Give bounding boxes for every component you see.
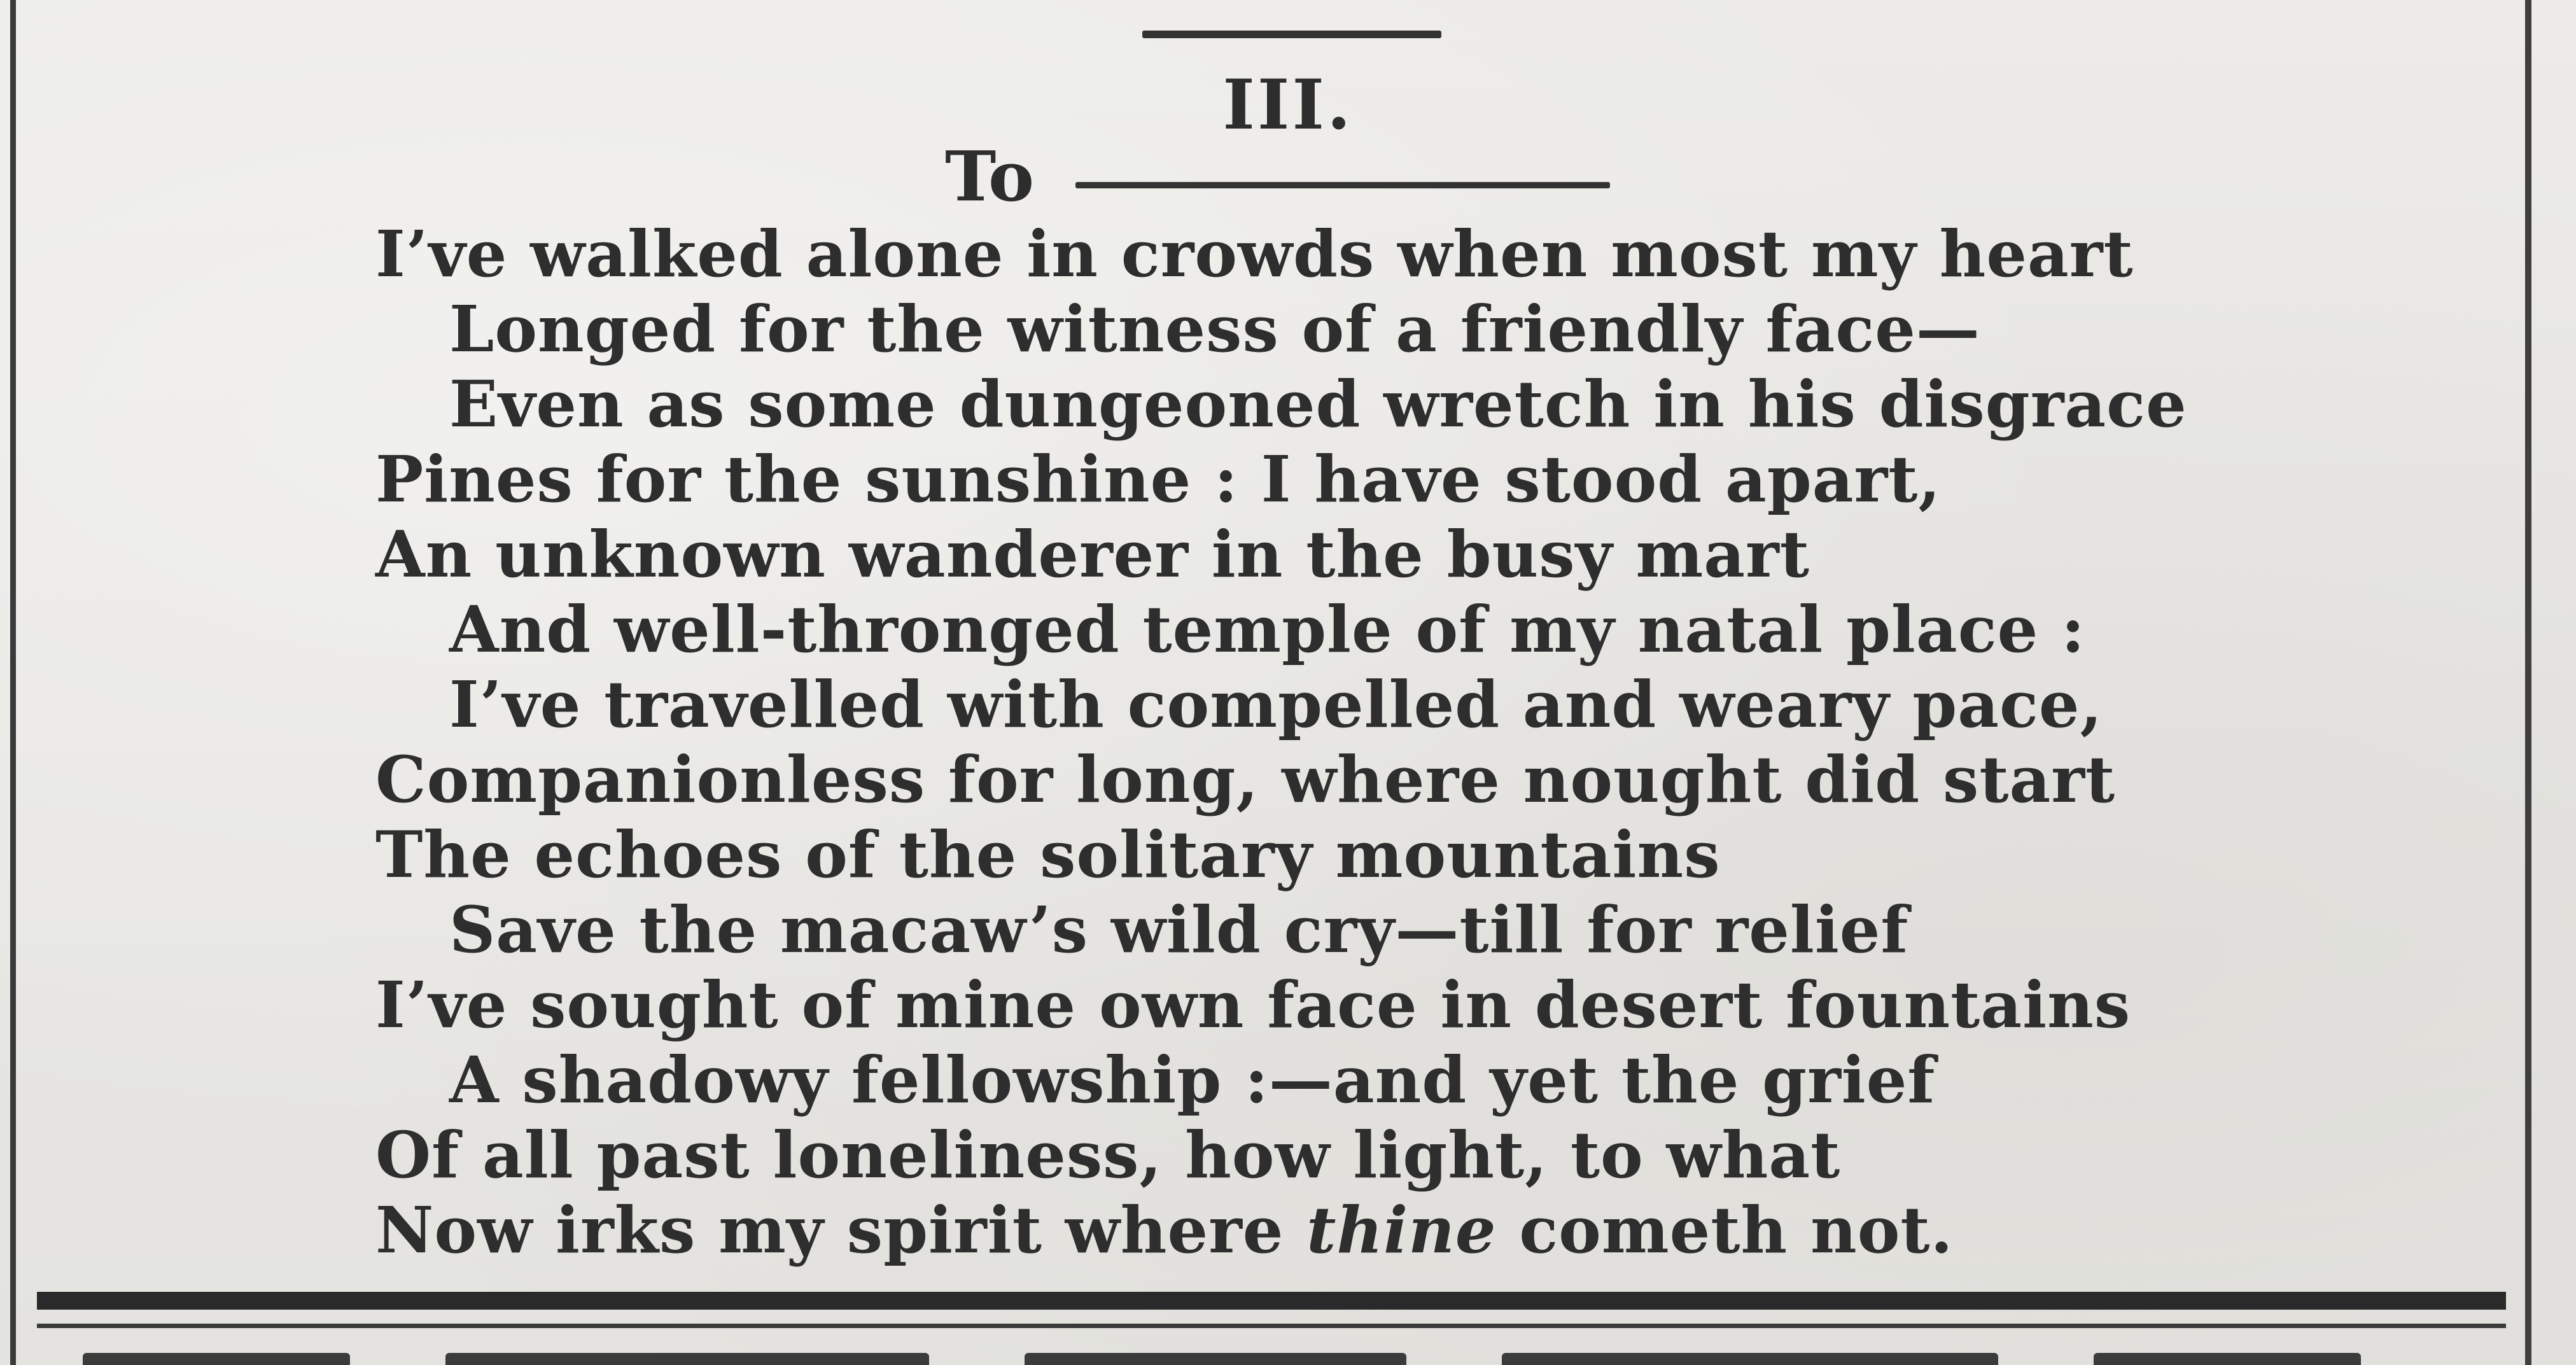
poem-line-final bbox=[375, 1193, 2187, 1268]
right-column-rule bbox=[2525, 0, 2531, 1365]
top-separator-rule bbox=[1142, 31, 1441, 38]
poem-line: An unknown wanderer in the busy mart bbox=[375, 517, 1810, 592]
poem-line: A shadowy fellowship :—and yet the grief bbox=[449, 1042, 1936, 1117]
poem-line: I’ve sought of mine own face in desert fountains bbox=[375, 967, 2131, 1042]
poem-line: The echoes of the solitary mountains bbox=[375, 817, 1721, 892]
poem-dedication: To bbox=[945, 137, 1035, 217]
dedication-blank-rule bbox=[1075, 182, 1610, 188]
poem-line: Even as some dungeoned wretch in his disgrace bbox=[449, 367, 2187, 442]
final-line-start: Now irks my spirit where bbox=[375, 1193, 1307, 1268]
left-column-rule bbox=[10, 0, 16, 1365]
poem-line: And well-thronged temple of my natal place : bbox=[449, 592, 2085, 667]
bottom-thin-rule bbox=[37, 1324, 2506, 1328]
poem-line: Pines for the sunshine : I have stood apart, bbox=[375, 442, 1942, 517]
cropped-next-text-fragment bbox=[83, 1353, 2501, 1365]
poem-line: I’ve travelled with compelled and weary pace, bbox=[449, 667, 2103, 742]
emphasized-word: thine bbox=[1306, 1193, 1497, 1268]
final-line-end: cometh not. bbox=[1496, 1193, 1954, 1268]
bottom-thick-rule bbox=[37, 1292, 2506, 1310]
poem-number: III. bbox=[1222, 65, 1354, 145]
poem-line: Of all past loneliness, how light, to what bbox=[375, 1117, 1841, 1193]
poem-line: I’ve walked alone in crowds when most my heart bbox=[375, 216, 2134, 291]
poem-line: Longed for the witness of a friendly face— bbox=[449, 291, 1980, 367]
poem-body bbox=[375, 216, 2187, 1268]
poem-line: Save the macaw’s wild cry—till for relief bbox=[449, 892, 1909, 967]
poem-line: Companionless for long, where nought did start bbox=[375, 742, 2116, 817]
